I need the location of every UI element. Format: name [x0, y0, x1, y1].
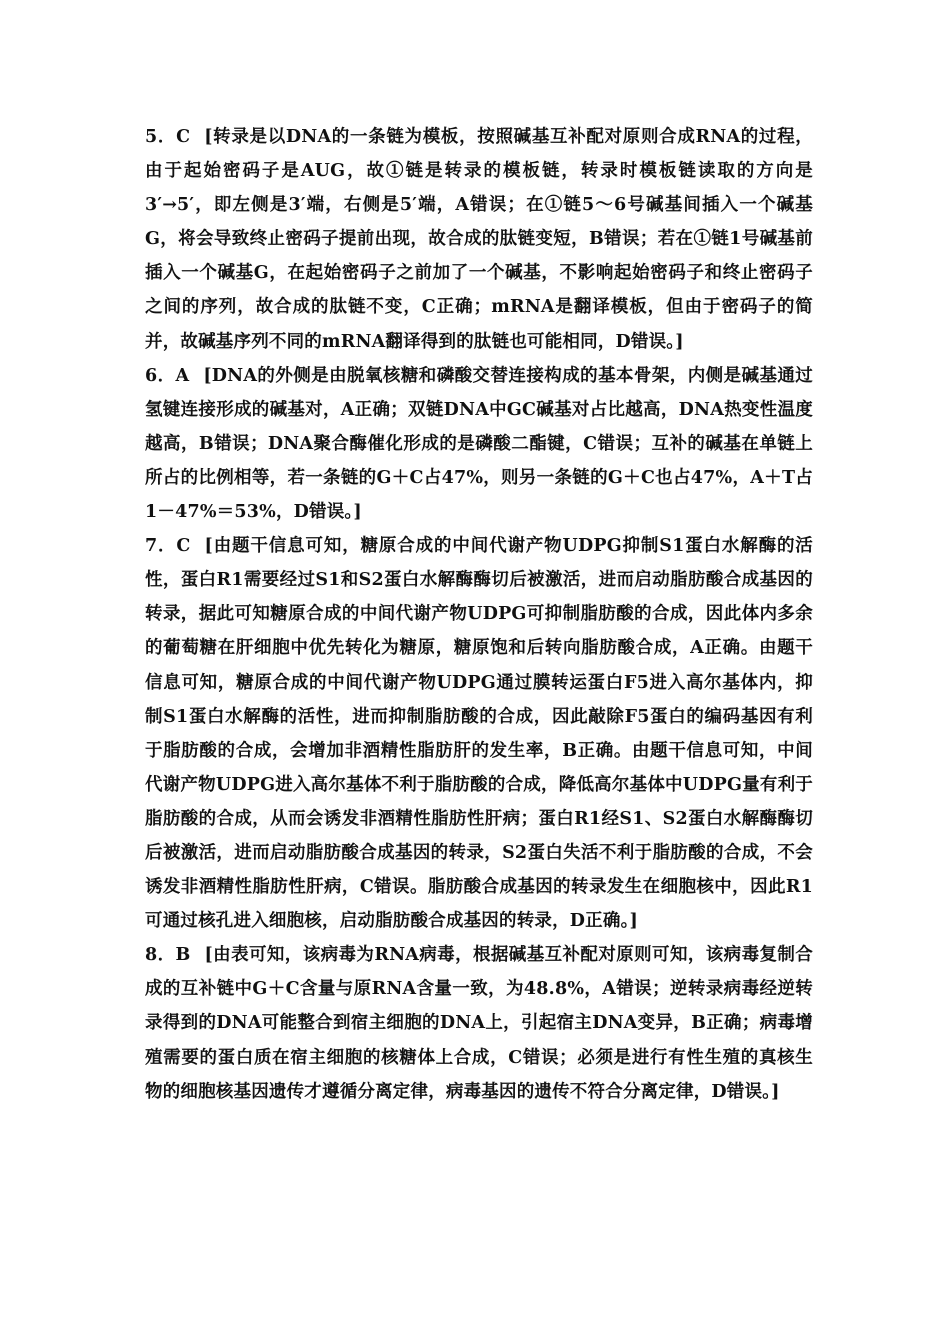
- explanation-text: [DNA的外侧是由脱氧核糖和磷酸交替连接构成的基本骨架，内侧是碱基通过氢键连接形成的碱基对，A正确；双链DNA中GC碱基对占比越高，DNA热变性温度越高，B错误；DNA聚合酶催化形成的是磷酸二酯键，C错误；互补的碱基在单链上所占的比例相等，若一条链的G＋C占47%，则另一条链的G＋C也占47%，A＋T占1－47%＝53%，D错误。]: [145, 365, 814, 523]
- explanation-text: [由表可知，该病毒为RNA病毒，根据碱基互补配对原则可知，该病毒复制合成的互补链中G＋C含量与原RNA含量一致，为48.8%，A错误；逆转录病毒经逆转录得到的DNA可能整合到宿主细胞的DNA上，引起宿主DNA变异，B正确；病毒增殖需要的蛋白质在宿主细胞的核糖体上合成，C错误；必须是进行有性生殖的真核生物的细胞核基因遗传才遵循分离定律，病毒基因的遗传不符合分离定律，D错误。]: [145, 945, 813, 1102]
- answer-item-5: [145, 120, 813, 359]
- question-number: 6．: [145, 365, 176, 386]
- explanation-text: [由题干信息可知，糖原合成的中间代谢产物UDPG抑制S1蛋白水解酶的活性，蛋白R1需要经过S1和S2蛋白水解酶酶切后被激活，进而启动脂肪酸合成基因的转录，据此可知糖原合成的中间代谢产物UDPG可抑制脂肪酸的合成，因此体内多余的葡萄糖在肝细胞中优先转化为糖原，糖原饱和后转向脂肪酸合成，A正确。由题干信息可知，糖原合成的中间代谢产物UDPG通过膜转运蛋白F5进入高尔基体内，抑制S1蛋白水解酶的活性，进而抑制脂肪酸的合成，因此敲除F5蛋白的编码基因有利于脂肪酸的合成，会增加非酒精性脂肪肝的发生率，B正确。由题干信息可知，中间代谢产物UDPG进入高尔基体不利于脂肪酸的合成，降低高尔基体中UDPG量有利于脂肪酸的合成，从而会诱发非酒精性脂肪性肝病；蛋白R1经S1、S2蛋白水解酶酶切后被激活，进而启动脂肪酸合成基因的转录，S2蛋白失活不利于脂肪酸的合成，不会诱发非酒精性脂肪性肝病，C错误。脂肪酸合成基因的转录发生在细胞核中，因此R1可通过核孔进入细胞核，启动脂肪酸合成基因的转录，D正确。]: [145, 536, 813, 932]
- answer-option: C: [176, 536, 191, 557]
- answer-item-8: [145, 938, 813, 1108]
- answer-explanations: [145, 120, 813, 1109]
- explanation-text: [转录是以DNA的一条链为模板，按照碱基互补配对原则合成RNA的过程，由于起始密码子是AUG，故①链是转录的模板链，转录时模板链读取的方向是3′→5′，即左侧是3′端，右侧是5′端，A错误；在①链5～6号碱基间插入一个碱基G，将会导致终止密码子提前出现，故合成的肽链变短，B错误；若在①链1号碱基前插入一个碱基G，在起始密码子之前加了一个碱基，不影响起始密码子和终止密码子之间的序列，故合成的肽链不变，C正确；mRNA是翻译模板，但由于密码子的简并，故碱基序列不同的mRNA翻译得到的肽链也可能相同，D错误。]: [145, 127, 813, 352]
- question-number: 8．: [145, 945, 176, 966]
- question-number: 5．: [145, 127, 177, 147]
- answer-option: A: [175, 365, 190, 386]
- answer-option: B: [175, 945, 191, 966]
- question-number: 7．: [145, 536, 177, 557]
- answer-item-6: [145, 359, 813, 529]
- answer-option: C: [176, 127, 191, 147]
- answer-item-7: [145, 529, 813, 938]
